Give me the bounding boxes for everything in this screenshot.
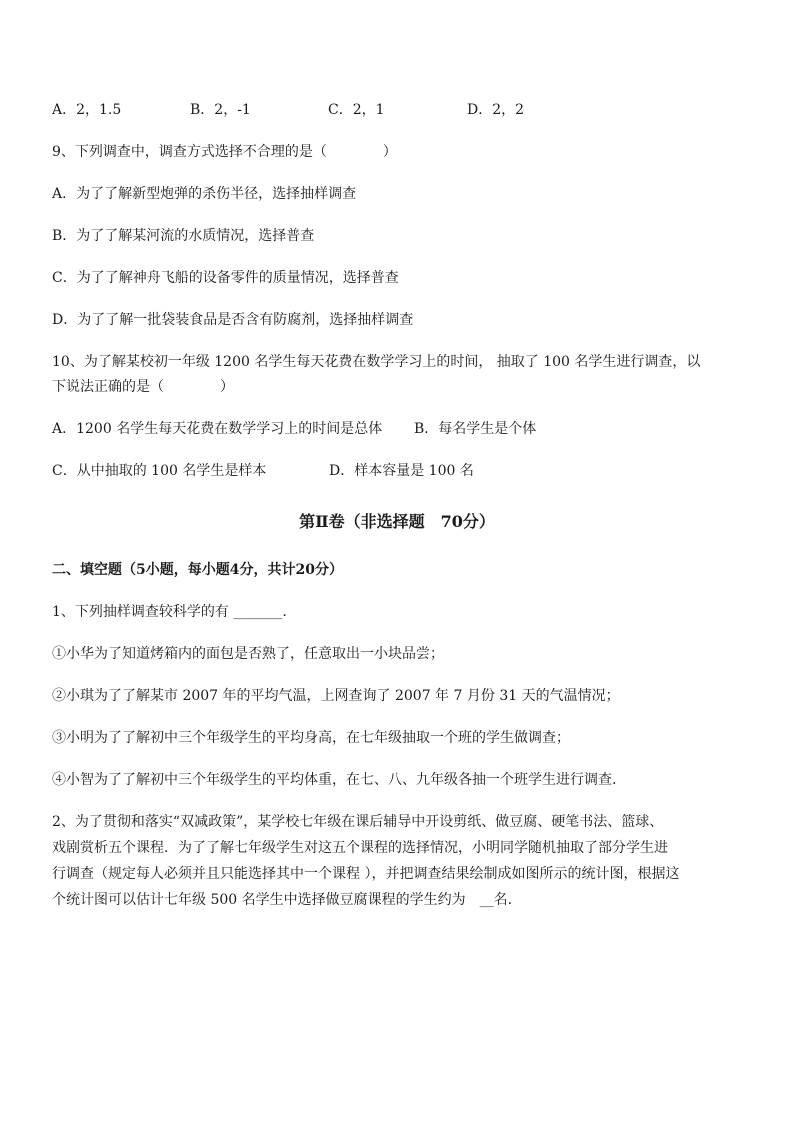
q10-stem-line2: 下说法正确的是（ ）	[52, 379, 234, 395]
q8-option-a: A．2，1.5	[52, 102, 122, 118]
q10-option-d: D．样本容量是 100 名	[329, 463, 474, 479]
fill2-line2: 戏剧赏析五个课程．为了了解七年级学生对这五个课程的选择情况，小明同学随机抽取了部分学生进	[52, 840, 668, 856]
q9-option-d: D．为了了解一批袋装食品是否含有防腐剂，选择抽样调查	[52, 312, 414, 328]
fill2-line1: 2、为了贯彻和落实“双减政策”，某学校七年级在课后辅导中开设剪纸、做豆腐、硬笔书法、篮球、	[52, 814, 664, 830]
section2-header: 二、填空题（5小题，每小题4分，共计20分）	[52, 562, 343, 578]
q10-option-a: A．1200 名学生每天花费在数学学习上的时间是总体	[52, 421, 383, 437]
fill1-item-4: ④小智为了了解初中三个年级学生的平均体重，在七、八、九年级各抽一个班学生进行调查.	[52, 772, 617, 788]
q10-option-c: C．从中抽取的 100 名学生是样本	[52, 463, 267, 479]
q9-option-c: C．为了了解神舟飞船的设备零件的质量情况，选择普查	[52, 270, 399, 286]
fill1-item-2: ②小琪为了了解某市 2007 年的平均气温，上网查询了 2007 年 7 月份 31 天的气温情况；	[52, 688, 620, 704]
q9-stem: 9、下列调查中，调查方式选择不合理的是（ ）	[52, 144, 397, 160]
q10-option-b: B．每名学生是个体	[414, 421, 537, 437]
q10-stem-line1: 10、为了解某校初一年级 1200 名学生每天花费在数学学习上的时间， 抽取了 100 名学生进行调查，以	[52, 354, 701, 370]
fill2-line4: 个统计图可以估计七年级 500 名学生中选择做豆腐课程的学生约为 __名.	[52, 892, 513, 908]
part2-title: 第Ⅱ卷（非选择题 70分）	[299, 512, 495, 531]
fill1-item-1: ①小华为了知道烤箱内的面包是否熟了，任意取出一小块品尝；	[52, 646, 444, 662]
fill2-line3: 行调查（规定每人必须并且只能选择其中一个课程 ），并把调查结果绘制成如图所示的统计图，根据这	[52, 866, 680, 882]
fill1-item-3: ③小明为了了解初中三个年级学生的平均身高，在七年级抽取一个班的学生做调查；	[52, 730, 570, 746]
q8-option-c: C．2，1	[328, 102, 385, 118]
q8-option-b: B．2，-1	[190, 102, 251, 118]
q9-option-b: B．为了了解某河流的水质情况，选择普查	[52, 228, 315, 244]
fill1-stem: 1、下列抽样调查较科学的有 _______.	[52, 604, 287, 620]
q8-option-d: D．2，2	[467, 102, 525, 118]
q9-option-a: A．为了了解新型炮弹的杀伤半径，选择抽样调查	[52, 186, 357, 202]
